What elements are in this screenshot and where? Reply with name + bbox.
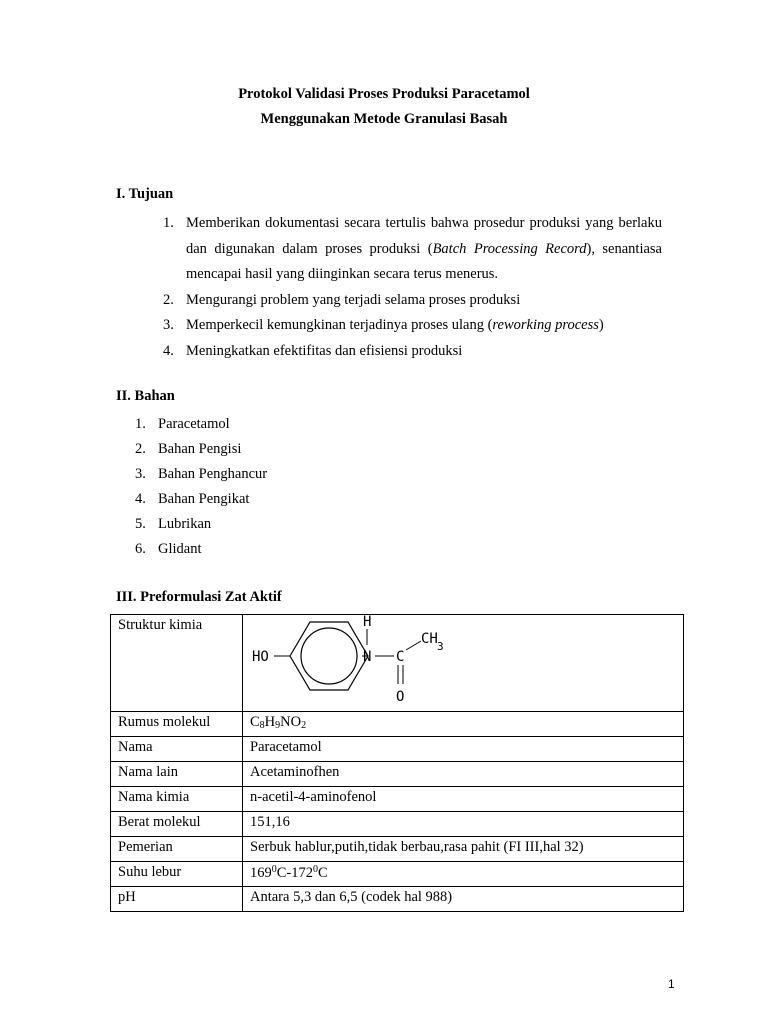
list-number: 2. xyxy=(163,291,174,308)
list-item xyxy=(163,211,662,288)
list-text: Memperkecil kemungkinan terjadinya proses ulang ( xyxy=(186,317,493,333)
list-number: 4. xyxy=(135,491,146,507)
table-row xyxy=(111,737,684,762)
table-label-cell: Nama lain xyxy=(111,762,243,787)
table-value-cell: Antara 5,3 dan 6,5 (codek hal 988) xyxy=(243,887,684,912)
list-item xyxy=(163,288,662,314)
table-row xyxy=(111,812,684,837)
melting-superscript: 0 xyxy=(271,864,277,875)
structure-atom-label: CH xyxy=(421,631,438,647)
page-number: 1 xyxy=(668,977,675,991)
table-label-cell: pH xyxy=(111,887,243,912)
table-row xyxy=(111,862,684,887)
table-value-cell: 151,16 xyxy=(243,812,684,837)
table-label-cell: Nama xyxy=(111,737,243,762)
list-text: Meningkatkan efektifitas dan efisiensi produksi xyxy=(186,342,463,359)
benzene-ring xyxy=(290,622,368,690)
table-row xyxy=(111,887,684,912)
structure-subscript: 3 xyxy=(437,640,444,653)
structure-atom-label: C xyxy=(396,649,405,665)
list-item xyxy=(135,487,267,512)
section-heading-bahan: II. Bahan xyxy=(116,388,175,404)
table-row xyxy=(111,712,684,737)
table-label-cell: Pemerian xyxy=(111,837,243,862)
structure-atom-label: N xyxy=(363,649,372,665)
table-label-cell: Struktur kimia xyxy=(111,615,243,712)
structure-atom-label: HO xyxy=(252,649,269,665)
tujuan-list xyxy=(163,211,662,364)
table-row xyxy=(111,787,684,812)
structure-atom-label: O xyxy=(396,689,405,705)
preformulation-table xyxy=(110,614,684,912)
formula-subscript: 9 xyxy=(275,720,281,731)
formula-part: H xyxy=(264,714,276,730)
list-number: 6. xyxy=(135,541,146,557)
list-text: ), senantiasa mencapai hasil yang diinginkan secara terus menerus. xyxy=(186,240,662,282)
section-heading-preformulasi: III. Preformulasi Zat Aktif xyxy=(116,589,282,605)
list-number: 3. xyxy=(135,466,146,482)
list-number: 4. xyxy=(163,342,174,359)
table-label-cell: Berat molekul xyxy=(111,812,243,837)
table-row xyxy=(111,762,684,787)
molecular-formula-cell xyxy=(243,712,684,737)
table-value-cell: n-acetil-4-aminofenol xyxy=(243,787,684,812)
list-text: Bahan Pengikat xyxy=(158,491,250,507)
melting-part: C xyxy=(318,865,328,881)
list-text: Lubrikan xyxy=(158,516,212,532)
formula-part: C xyxy=(250,714,260,730)
melting-part: C-172 xyxy=(276,865,313,881)
list-number: 1. xyxy=(163,215,174,231)
list-text: Mengurangi problem yang terjadi selama proses produksi xyxy=(186,291,521,308)
list-text: Bahan Pengisi xyxy=(158,441,242,457)
formula-subscript: 2 xyxy=(301,720,307,731)
table-label-cell: Suhu lebur xyxy=(111,862,243,887)
list-text: Paracetamol xyxy=(158,416,230,432)
list-number: 1. xyxy=(135,416,146,432)
table-value-cell: Acetaminofhen xyxy=(243,762,684,787)
table-label-cell: Nama kimia xyxy=(111,787,243,812)
list-item xyxy=(135,412,267,437)
list-item xyxy=(135,537,267,562)
list-text-italic: reworking process xyxy=(492,317,599,333)
structure-bond xyxy=(406,641,421,650)
list-text: ) xyxy=(598,317,604,333)
list-item xyxy=(163,313,662,339)
aromatic-circle xyxy=(301,628,357,684)
table-value-cell: Serbuk hablur,putih,tidak berbau,rasa pahit (FI III,hal 32) xyxy=(243,837,684,862)
list-number: 3. xyxy=(163,317,174,333)
table-label-cell: Rumus molekul xyxy=(111,712,243,737)
paracetamol-structure-diagram xyxy=(243,615,683,706)
formula-part: NO xyxy=(280,714,302,730)
list-item xyxy=(135,437,267,462)
list-number: 5. xyxy=(135,516,146,532)
melting-part: 169 xyxy=(250,865,272,881)
structure-atom-label: H xyxy=(363,615,372,630)
document-title: Protokol Validasi Proses Produksi Paracetamol xyxy=(238,86,530,102)
list-text-italic: Batch Processing Record xyxy=(432,240,587,257)
document-subtitle: Menggunakan Metode Granulasi Basah xyxy=(260,111,508,127)
melting-point-cell xyxy=(243,862,684,887)
list-item xyxy=(135,462,268,487)
table-value-cell: Paracetamol xyxy=(243,737,684,762)
bahan-list xyxy=(135,412,268,562)
list-text: Glidant xyxy=(158,541,202,557)
melting-superscript: 0 xyxy=(313,864,318,875)
section-heading-tujuan: I. Tujuan xyxy=(116,186,174,202)
formula-subscript: 8 xyxy=(259,720,265,731)
table-row xyxy=(111,837,684,862)
list-text: Memberikan dokumentasi secara tertulis bahwa prosedur produksi yang berlaku dan digunakan dalam proses produksi ( xyxy=(186,215,662,257)
structure-cell xyxy=(243,615,684,712)
list-number: 2. xyxy=(135,441,146,457)
list-item xyxy=(135,512,267,537)
list-item xyxy=(163,339,662,365)
list-text: Bahan Penghancur xyxy=(158,466,268,482)
table-row xyxy=(111,615,684,712)
